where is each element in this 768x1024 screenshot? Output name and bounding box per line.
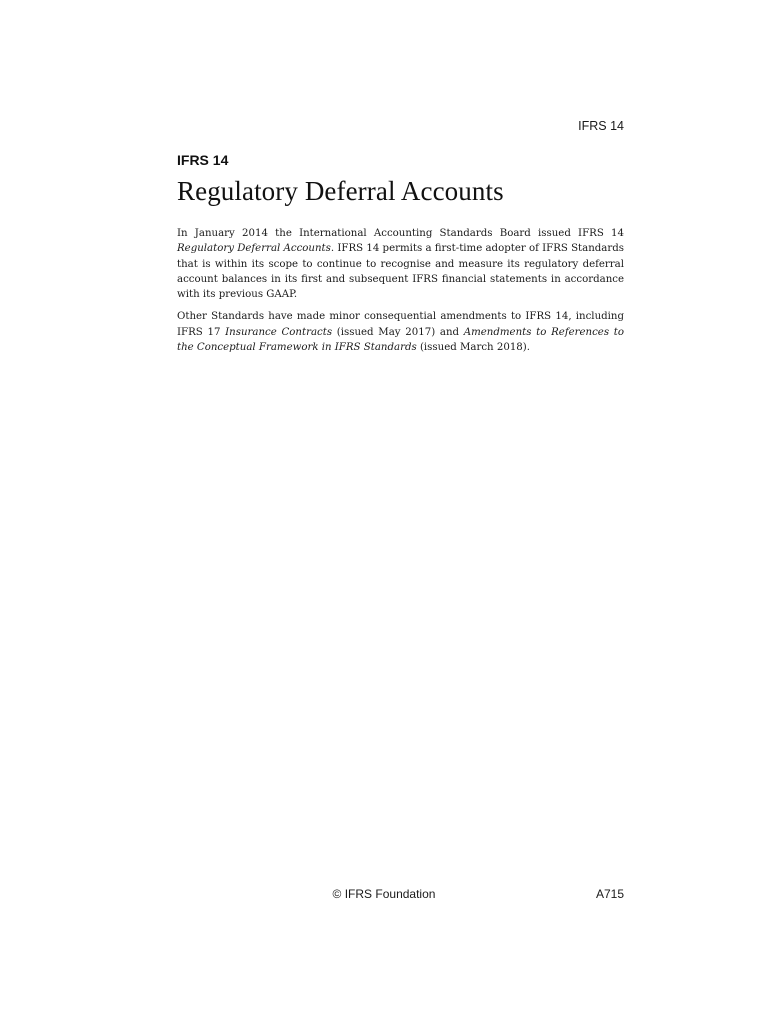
italic-title: Amendments to References to the Conceptual Framework in IFRS Standards	[177, 326, 624, 354]
text-run: (issued March 2018).	[416, 342, 530, 354]
copyright-notice: © IFRS Foundation	[332, 887, 436, 901]
paragraph-amendments	[177, 309, 624, 355]
running-head: IFRS 14	[578, 119, 624, 133]
text-run: (issued May 2017) and	[332, 326, 464, 338]
italic-title: Insurance Contracts	[225, 326, 333, 338]
text-run: . IFRS 14 permits a first-time adopter of IFRS Standards that is within its scope to continue to recognise and measure its regulatory deferral account balances in its first and subsequent IFRS financial statements in accordance with its previous GAAP.	[177, 243, 625, 301]
body-text	[177, 226, 624, 362]
paragraph-intro	[177, 226, 624, 302]
italic-title: Regulatory Deferral Accounts	[177, 243, 331, 255]
page-number: A715	[595, 887, 624, 901]
text-run: In January 2014 the International Accounting Standards Board issued IFRS 14	[177, 228, 624, 239]
page-title: Regulatory Deferral Accounts	[177, 176, 504, 206]
standard-label: IFRS 14	[177, 152, 229, 168]
text-run: Other Standards have made minor consequential amendments to IFRS 14, including IFRS 17	[177, 311, 624, 338]
